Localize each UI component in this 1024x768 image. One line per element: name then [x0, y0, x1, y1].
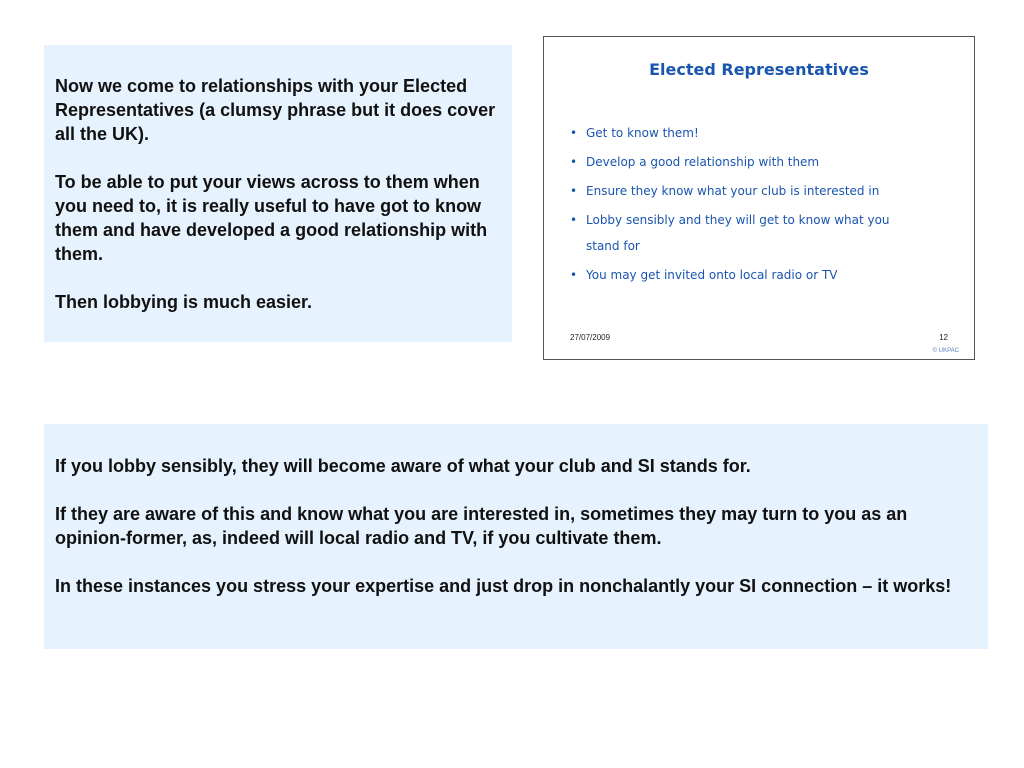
slide-bullet — [570, 120, 920, 146]
notes-panel-top — [44, 45, 512, 342]
notes-paragraph: If you lobby sensibly, they will become aware of what your club and SI stands for. — [55, 456, 751, 476]
slide-bullet-text: Lobby sensibly and they will get to know what you stand for — [586, 213, 890, 253]
slide-bullet — [570, 262, 920, 288]
slide-bullet-text: Get to know them! — [586, 126, 699, 140]
slide-bullet — [570, 178, 920, 204]
bullet-icon: • — [570, 126, 578, 140]
bullet-icon: • — [570, 213, 578, 227]
slide-bullet-text: You may get invited onto local radio or TV — [586, 268, 838, 282]
slide-bullet-text: Develop a good relationship with them — [586, 155, 820, 169]
slide-date: 27/07/2009 — [570, 333, 611, 342]
notes-paragraph: If they are aware of this and know what you are interested in, sometimes they may turn to you as an opinion-former, as, indeed will local radio and TV, if you cultivate them. — [55, 504, 908, 548]
notes-paragraph: To be able to put your views across to them when you need to, it is really useful to have got to know them and have developed a good relationship with them. — [55, 172, 488, 264]
notes-paragraph: Then lobbying is much easier. — [55, 292, 313, 312]
bullet-icon: • — [570, 268, 578, 282]
slide-bullet — [570, 207, 920, 259]
bullet-icon: • — [570, 184, 578, 198]
slide-copyright: © UKPAC — [932, 348, 959, 354]
slide-title: Elected Representatives — [649, 60, 869, 79]
notes-panel-bottom — [44, 424, 988, 649]
notes-paragraph: In these instances you stress your expertise and just drop in nonchalantly your SI connection – it works! — [55, 576, 952, 596]
slide-page-number: 12 — [939, 333, 948, 342]
slide-thumbnail — [543, 36, 975, 360]
slide-bullet-list — [570, 120, 920, 291]
slide-bullet-text: Ensure they know what your club is interested in — [586, 184, 880, 198]
notes-paragraph: Now we come to relationships with your Elected Representatives (a clumsy phrase but it does cover all the UK). — [55, 76, 496, 144]
bullet-icon: • — [570, 155, 578, 169]
slide-bullet — [570, 149, 920, 175]
